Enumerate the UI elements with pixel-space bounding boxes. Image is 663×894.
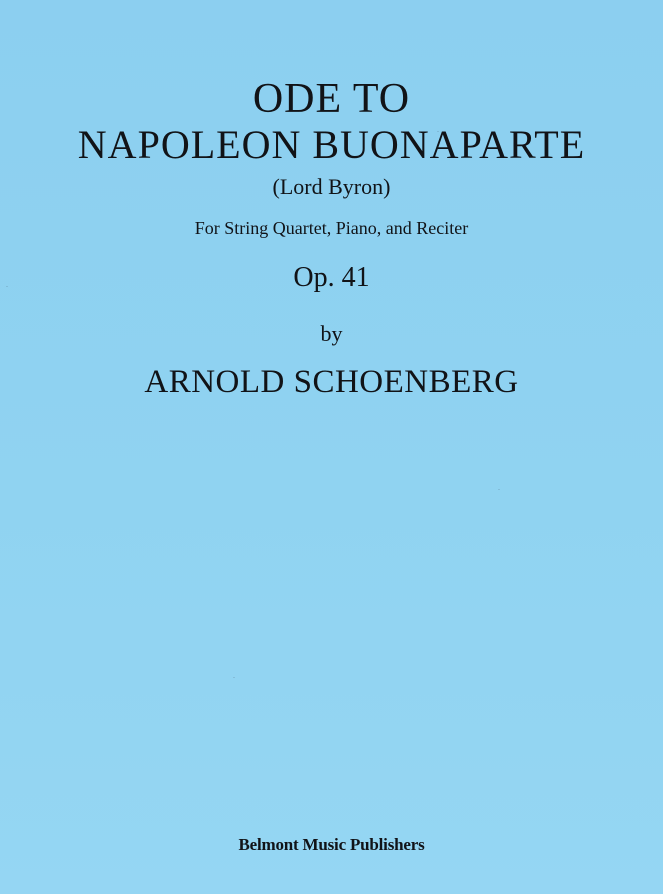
instrumentation: For String Quartet, Piano, and Reciter [194, 218, 469, 238]
paper-speck [233, 677, 235, 678]
title-line-2: NAPOLEON BUONAPARTE [77, 122, 586, 167]
composer-name: ARNOLD SCHOENBERG [144, 364, 519, 400]
paper-speck [498, 489, 500, 490]
title-line-1: ODE TO [252, 76, 411, 122]
text-author: (Lord Byron) [272, 174, 391, 199]
opus-number: Op. 41 [293, 262, 370, 293]
publisher-name: Belmont Music Publishers [238, 835, 425, 854]
by-label: by [320, 321, 343, 346]
paper-speck [437, 131, 439, 132]
paper-speck [6, 286, 8, 287]
